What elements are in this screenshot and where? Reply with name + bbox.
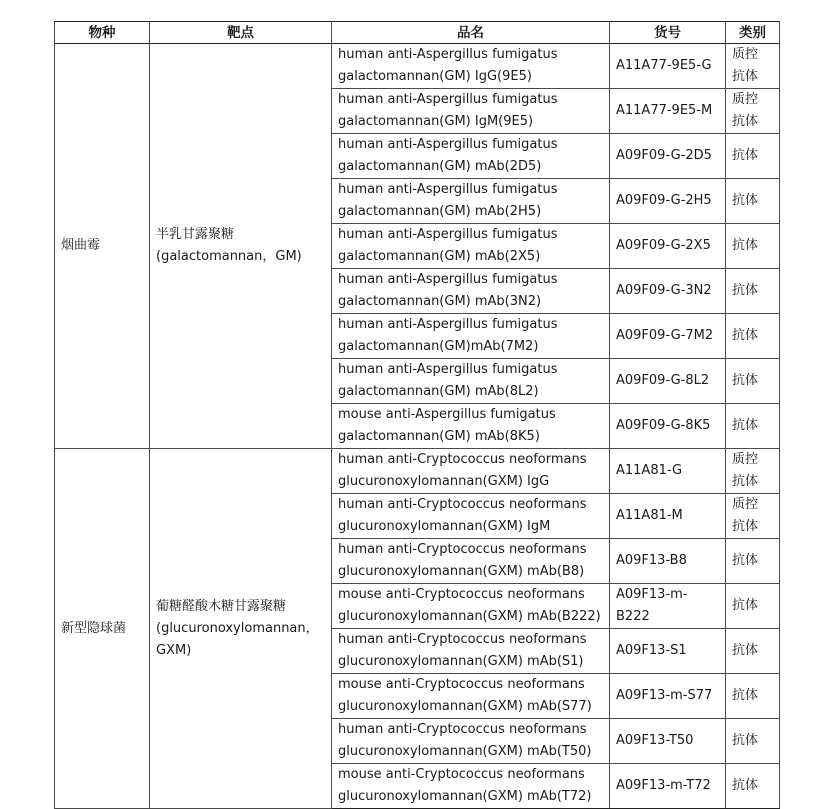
catalog-no-cell bbox=[610, 359, 726, 404]
catalog-no-cell bbox=[610, 539, 726, 584]
catalog-no-line: A09F09-G-8K5 bbox=[616, 418, 711, 433]
product-name-cell bbox=[332, 674, 610, 719]
product-name-line: glucuronoxylomannan(GXM) mAb(S1) bbox=[338, 654, 584, 669]
catalog-no-line: A11A81-M bbox=[616, 508, 683, 523]
catalog-no-cell bbox=[610, 179, 726, 224]
catalog-no-line: B222 bbox=[616, 609, 650, 624]
catalog-no-cell bbox=[610, 449, 726, 494]
category-cell bbox=[726, 404, 780, 449]
category-line: 抗体 bbox=[732, 114, 759, 129]
catalog-no-line: A09F13-B8 bbox=[616, 553, 687, 568]
target-label-line: (glucuronoxylomannan， bbox=[156, 620, 319, 636]
product-name-line: galactomannan(GM)mAb(7M2) bbox=[338, 339, 539, 354]
category-line: 抗体 bbox=[732, 148, 759, 163]
category-cell bbox=[726, 584, 780, 629]
product-name-cell bbox=[332, 449, 610, 494]
product-name-line: glucuronoxylomannan(GXM) mAb(S77) bbox=[338, 699, 592, 714]
category-line: 质控 bbox=[732, 497, 759, 512]
catalog-no-cell bbox=[610, 674, 726, 719]
catalog-no-cell bbox=[610, 134, 726, 179]
product-name-cell bbox=[332, 314, 610, 359]
product-name-line: human anti-Aspergillus fumigatus bbox=[338, 272, 558, 287]
header-category: 类别 bbox=[726, 22, 780, 44]
category-line: 抗体 bbox=[732, 598, 759, 613]
target-cell bbox=[150, 44, 332, 449]
species-label: 新型隐球菌 bbox=[61, 620, 127, 636]
product-name-cell bbox=[332, 89, 610, 134]
product-name-line: human anti-Aspergillus fumigatus bbox=[338, 362, 558, 377]
product-name-line: glucuronoxylomannan(GXM) mAb(B8) bbox=[338, 564, 585, 579]
category-line: 抗体 bbox=[732, 643, 759, 658]
product-name-line: galactomannan(GM) IgM(9E5) bbox=[338, 114, 534, 129]
catalog-no-line: A11A81-G bbox=[616, 463, 683, 478]
category-cell bbox=[726, 89, 780, 134]
product-name-cell bbox=[332, 44, 610, 89]
product-name-line: human anti-Cryptococcus neoformans bbox=[338, 722, 587, 737]
category-line: 抗体 bbox=[732, 283, 759, 298]
product-name-cell bbox=[332, 539, 610, 584]
category-cell bbox=[726, 269, 780, 314]
header-target: 靶点 bbox=[150, 22, 332, 44]
header-catalog-no: 货号 bbox=[610, 22, 726, 44]
category-line: 抗体 bbox=[732, 733, 759, 748]
category-cell bbox=[726, 44, 780, 89]
category-cell bbox=[726, 719, 780, 764]
target-label-line: 葡糖醛酸木糖甘露聚糖 bbox=[156, 598, 287, 614]
table-row bbox=[55, 449, 780, 494]
category-cell bbox=[726, 629, 780, 674]
product-table bbox=[54, 21, 780, 809]
category-line: 抗体 bbox=[732, 328, 759, 343]
category-line: 抗体 bbox=[732, 418, 759, 433]
product-name-cell bbox=[332, 584, 610, 629]
product-name-line: human anti-Aspergillus fumigatus bbox=[338, 182, 558, 197]
target-label-line: 半乳甘露聚糖 bbox=[156, 227, 235, 242]
category-cell bbox=[726, 674, 780, 719]
catalog-no-line: A09F13-S1 bbox=[616, 643, 687, 658]
product-name-cell bbox=[332, 359, 610, 404]
species-label: 烟曲霉 bbox=[61, 238, 101, 253]
category-line: 抗体 bbox=[732, 553, 759, 568]
product-name-line: human anti-Aspergillus fumigatus bbox=[338, 92, 558, 107]
category-cell bbox=[726, 539, 780, 584]
species-cell bbox=[55, 449, 150, 809]
product-name-line: galactomannan(GM) mAb(8L2) bbox=[338, 384, 539, 399]
category-line: 抗体 bbox=[732, 373, 759, 388]
category-cell bbox=[726, 494, 780, 539]
product-name-line: galactomannan(GM) IgG(9E5) bbox=[338, 69, 532, 84]
product-name-cell bbox=[332, 629, 610, 674]
product-name-line: human anti-Aspergillus fumigatus bbox=[338, 47, 558, 62]
catalog-no-cell bbox=[610, 269, 726, 314]
product-name-line: galactomannan(GM) mAb(2D5) bbox=[338, 159, 542, 174]
target-cell bbox=[150, 449, 332, 809]
catalog-no-line: A11A77-9E5-M bbox=[616, 103, 713, 118]
target-label-line: GXM) bbox=[156, 642, 192, 658]
product-name-cell bbox=[332, 719, 610, 764]
product-name-line: galactomannan(GM) mAb(2X5) bbox=[338, 249, 541, 264]
category-line: 质控 bbox=[732, 452, 759, 467]
product-name-line: glucuronoxylomannan(GXM) IgM bbox=[338, 519, 551, 534]
product-name-cell bbox=[332, 134, 610, 179]
catalog-no-cell bbox=[610, 89, 726, 134]
table-header-row bbox=[55, 22, 780, 44]
category-line: 抗体 bbox=[732, 519, 759, 534]
product-name-line: glucuronoxylomannan(GXM) IgG bbox=[338, 474, 550, 489]
catalog-no-line: A09F13-m-T72 bbox=[616, 778, 711, 793]
product-name-line: human anti-Cryptococcus neoformans bbox=[338, 542, 587, 557]
product-name-line: glucuronoxylomannan(GXM) mAb(B222) bbox=[338, 609, 601, 624]
product-name-line: human anti-Aspergillus fumigatus bbox=[338, 137, 558, 152]
catalog-no-line: A09F13-T50 bbox=[616, 733, 694, 748]
catalog-no-line: A09F09-G-7M2 bbox=[616, 328, 714, 343]
category-line: 抗体 bbox=[732, 238, 759, 253]
catalog-no-cell bbox=[610, 224, 726, 269]
product-name-line: human anti-Aspergillus fumigatus bbox=[338, 317, 558, 332]
table-row bbox=[55, 44, 780, 89]
product-name-line: human anti-Cryptococcus neoformans bbox=[338, 497, 587, 512]
category-line: 抗体 bbox=[732, 193, 759, 208]
product-name-cell bbox=[332, 404, 610, 449]
catalog-no-cell bbox=[610, 314, 726, 359]
product-name-line: galactomannan(GM) mAb(8K5) bbox=[338, 429, 540, 444]
category-cell bbox=[726, 314, 780, 359]
product-name-line: human anti-Cryptococcus neoformans bbox=[338, 452, 587, 467]
category-line: 质控 bbox=[732, 47, 759, 62]
catalog-no-line: A09F09-G-2X5 bbox=[616, 238, 711, 253]
species-cell bbox=[55, 44, 150, 449]
category-cell bbox=[726, 134, 780, 179]
product-name-cell bbox=[332, 269, 610, 314]
category-cell bbox=[726, 359, 780, 404]
category-cell bbox=[726, 224, 780, 269]
catalog-no-cell bbox=[610, 494, 726, 539]
catalog-no-line: A09F13-m-S77 bbox=[616, 688, 713, 703]
category-line: 抗体 bbox=[732, 474, 759, 489]
header-species: 物种 bbox=[55, 22, 150, 44]
catalog-no-line: A09F09-G-2H5 bbox=[616, 193, 712, 208]
header-product-name: 品名 bbox=[332, 22, 610, 44]
product-name-line: galactomannan(GM) mAb(3N2) bbox=[338, 294, 542, 309]
product-name-line: human anti-Cryptococcus neoformans bbox=[338, 632, 587, 647]
product-name-line: mouse anti-Cryptococcus neoformans bbox=[338, 767, 585, 782]
product-name-cell bbox=[332, 224, 610, 269]
catalog-no-line: A09F13-m- bbox=[616, 587, 688, 602]
catalog-no-cell bbox=[610, 404, 726, 449]
product-name-cell bbox=[332, 494, 610, 539]
product-name-line: mouse anti-Cryptococcus neoformans bbox=[338, 677, 585, 692]
catalog-no-line: A09F09-G-2D5 bbox=[616, 148, 712, 163]
catalog-no-line: A09F09-G-8L2 bbox=[616, 373, 710, 388]
product-name-cell bbox=[332, 179, 610, 224]
product-name-line: mouse anti-Cryptococcus neoformans bbox=[338, 587, 585, 602]
catalog-no-line: A11A77-9E5-G bbox=[616, 58, 712, 73]
catalog-no-cell bbox=[610, 629, 726, 674]
category-cell bbox=[726, 179, 780, 224]
catalog-no-cell bbox=[610, 719, 726, 764]
category-line: 抗体 bbox=[732, 688, 759, 703]
category-line: 质控 bbox=[732, 92, 759, 107]
category-line: 抗体 bbox=[732, 778, 759, 793]
product-name-line: galactomannan(GM) mAb(2H5) bbox=[338, 204, 542, 219]
catalog-no-cell bbox=[610, 44, 726, 89]
product-name-line: glucuronoxylomannan(GXM) mAb(T72) bbox=[338, 789, 592, 804]
table-body bbox=[55, 44, 780, 809]
catalog-no-line: A09F09-G-3N2 bbox=[616, 283, 712, 298]
product-name-line: glucuronoxylomannan(GXM) mAb(T50) bbox=[338, 744, 592, 759]
product-name-line: mouse anti-Aspergillus fumigatus bbox=[338, 407, 556, 422]
product-name-line: human anti-Aspergillus fumigatus bbox=[338, 227, 558, 242]
catalog-no-cell bbox=[610, 584, 726, 629]
category-cell bbox=[726, 449, 780, 494]
target-label-line: (galactomannan，GM) bbox=[156, 249, 302, 264]
category-line: 抗体 bbox=[732, 69, 759, 84]
